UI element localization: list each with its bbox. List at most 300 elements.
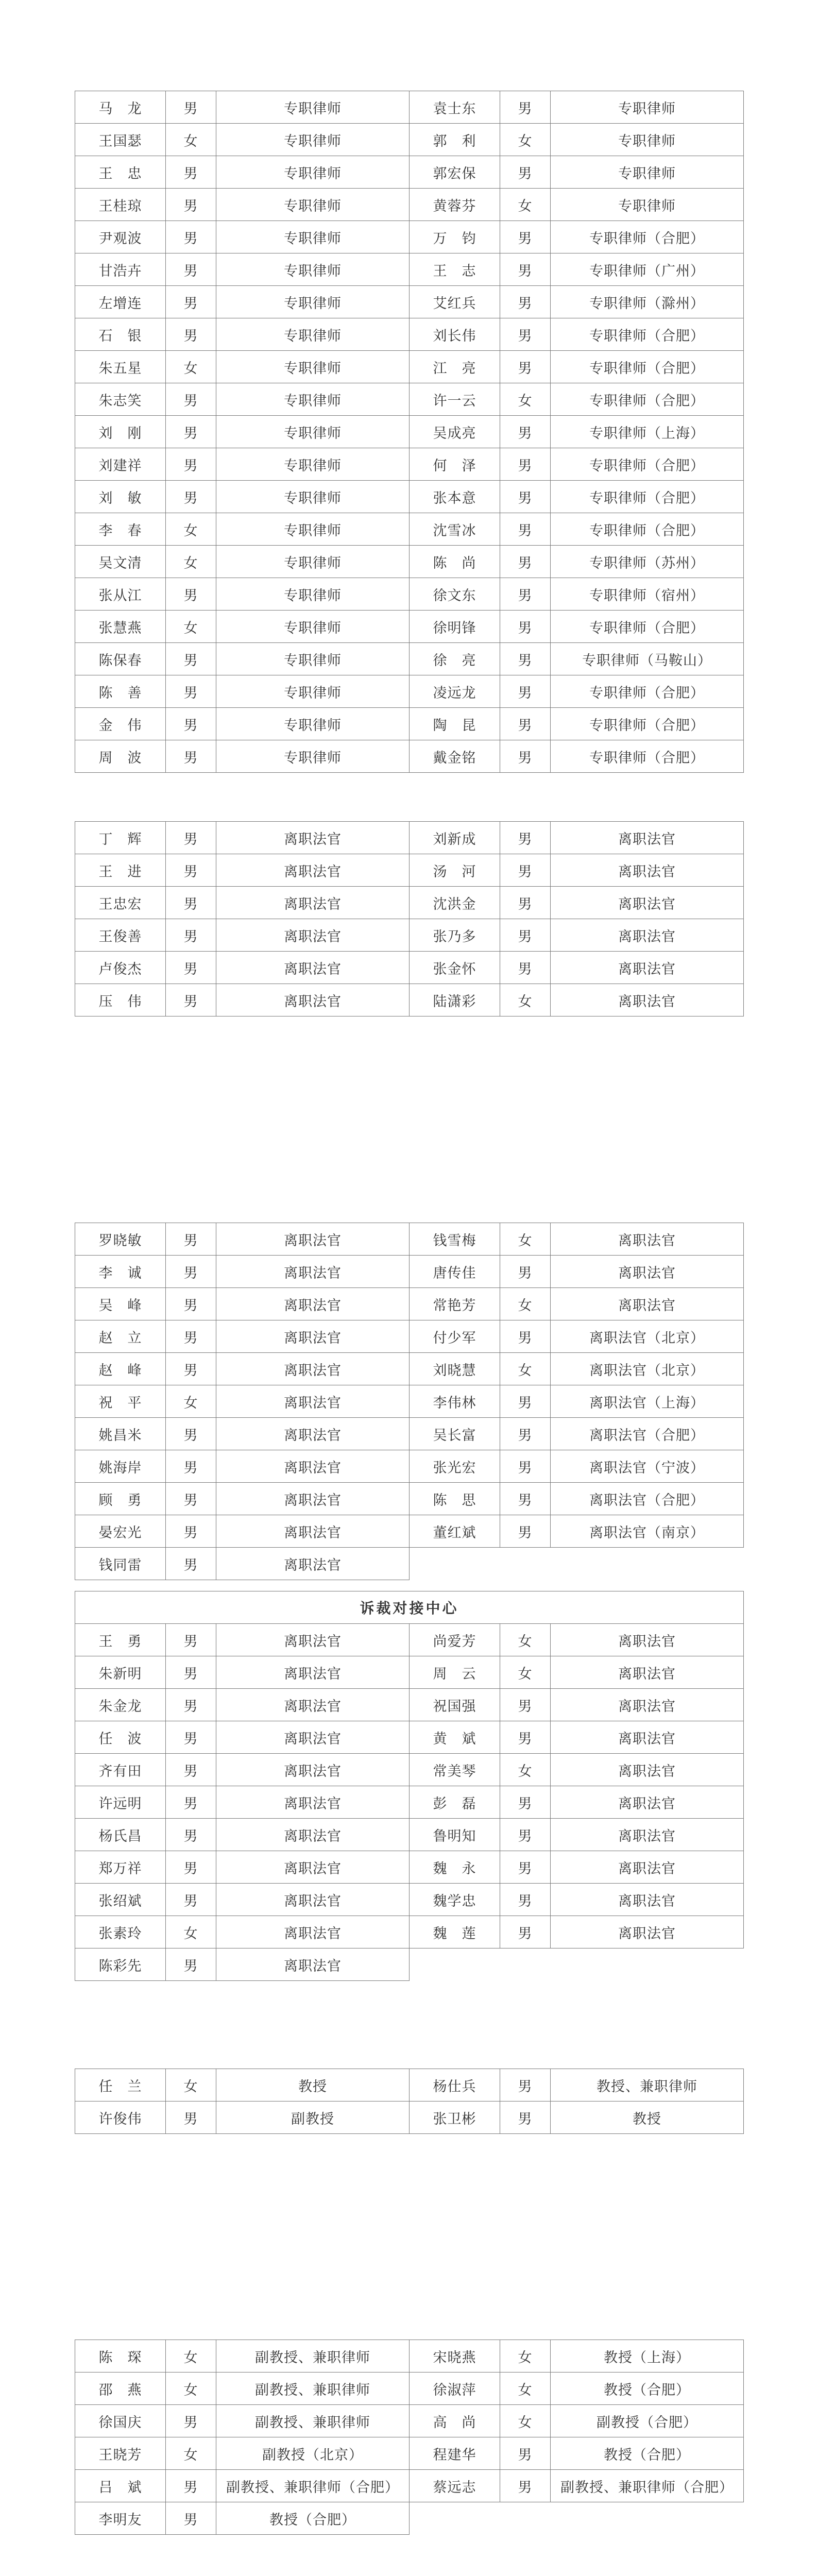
cell-role: 专职律师: [216, 481, 410, 513]
cell-gender: 女: [166, 2069, 216, 2102]
table-row: [75, 318, 744, 351]
cell-role: 副教授、兼职律师（合肥）: [551, 2470, 744, 2502]
cell-name: 张本意: [410, 481, 500, 513]
cell-role: 离职法官: [551, 1624, 744, 1656]
cell-name: [410, 1948, 500, 1981]
cell-role: 教授、兼职律师: [551, 2069, 744, 2102]
cell-name: 刘 刚: [75, 416, 166, 448]
table-row: [75, 513, 744, 546]
cell-role: 专职律师: [216, 546, 410, 578]
cell-name: 刘晓慧: [410, 1353, 500, 1385]
cell-name: 宋晓燕: [410, 2340, 500, 2372]
cell-role: 离职法官: [216, 1624, 410, 1656]
cell-gender: [500, 1948, 551, 1981]
cell-gender: 男: [166, 286, 216, 318]
cell-gender: 男: [500, 1450, 551, 1483]
cell-role: 离职法官: [551, 1916, 744, 1948]
cell-gender: 男: [500, 1819, 551, 1851]
table-row: [75, 952, 744, 984]
cell-name: 郭 利: [410, 124, 500, 156]
cell-name: 吴 峰: [75, 1288, 166, 1320]
table-row: [75, 2340, 744, 2372]
cell-gender: 男: [500, 1851, 551, 1884]
table-row: [75, 740, 744, 773]
cell-role: 专职律师（合肥）: [551, 221, 744, 253]
cell-role: 离职法官: [216, 887, 410, 919]
cell-role: 专职律师: [216, 189, 410, 221]
cell-role: 专职律师（宿州）: [551, 578, 744, 611]
cell-name: 张从江: [75, 578, 166, 611]
cell-gender: 女: [166, 2340, 216, 2372]
cell-gender: 男: [166, 1786, 216, 1819]
cell-name: 魏 永: [410, 1851, 500, 1884]
cell-role: 专职律师（合肥）: [551, 351, 744, 383]
cell-role: 教授（合肥）: [551, 2372, 744, 2405]
cell-name: 周 波: [75, 740, 166, 773]
cell-role: 离职法官: [551, 919, 744, 952]
cell-name: 朱金龙: [75, 1689, 166, 1721]
cell-role: 专职律师: [216, 513, 410, 546]
cell-gender: 男: [166, 1721, 216, 1754]
cell-name: 陶 昆: [410, 708, 500, 740]
cell-role: 专职律师（上海）: [551, 416, 744, 448]
cell-gender: 女: [500, 1353, 551, 1385]
cell-gender: 男: [500, 740, 551, 773]
cell-gender: 男: [500, 611, 551, 643]
cell-name: 陈 琛: [75, 2340, 166, 2372]
cell-gender: 男: [500, 854, 551, 887]
cell-role: 离职法官（合肥）: [551, 1418, 744, 1450]
table-row: [75, 1689, 744, 1721]
cell-role: 副教授、兼职律师（合肥）: [216, 2470, 410, 2502]
cell-name: 何 泽: [410, 448, 500, 481]
cell-role: 副教授、兼职律师: [216, 2405, 410, 2437]
cell-gender: 男: [500, 1385, 551, 1418]
cell-name: 徐国庆: [75, 2405, 166, 2437]
table-row: [75, 1884, 744, 1916]
cell-name: 钱同雷: [75, 1548, 166, 1580]
cell-name: 刘建祥: [75, 448, 166, 481]
cell-role: 离职法官（上海）: [551, 1385, 744, 1418]
cell-gender: 男: [500, 952, 551, 984]
cell-gender: 女: [166, 124, 216, 156]
cell-role: 离职法官: [216, 1548, 410, 1580]
cell-role: 副教授、兼职律师: [216, 2372, 410, 2405]
cell-role: 离职法官: [216, 1721, 410, 1754]
cell-gender: 男: [500, 286, 551, 318]
cell-name: 蔡远志: [410, 2470, 500, 2502]
cell-role: 离职法官: [216, 1515, 410, 1548]
cell-gender: 男: [166, 1288, 216, 1320]
cell-name: 吴成亮: [410, 416, 500, 448]
cell-role: 专职律师: [216, 675, 410, 708]
table-row: [75, 1916, 744, 1948]
cell-name: 任 波: [75, 1721, 166, 1754]
cell-gender: 女: [166, 611, 216, 643]
cell-role: 离职法官: [216, 1884, 410, 1916]
cell-gender: [500, 2502, 551, 2535]
table-row: [75, 1851, 744, 1884]
cell-name: 姚海岸: [75, 1450, 166, 1483]
cell-gender: 男: [500, 1483, 551, 1515]
cell-role: 离职法官: [216, 854, 410, 887]
cell-role: 专职律师: [216, 318, 410, 351]
cell-role: 副教授（北京）: [216, 2437, 410, 2470]
cell-role: [551, 2502, 744, 2535]
cell-name: 张乃多: [410, 919, 500, 952]
cell-gender: 男: [166, 822, 216, 854]
table-row: [75, 2437, 744, 2470]
cell-role: 专职律师: [216, 124, 410, 156]
table-row: [75, 675, 744, 708]
cell-role: 专职律师: [216, 351, 410, 383]
table-row: [75, 2470, 744, 2502]
cell-role: 离职法官: [551, 1721, 744, 1754]
cell-gender: 男: [500, 887, 551, 919]
cell-role: 离职法官: [216, 1851, 410, 1884]
cell-gender: 男: [166, 416, 216, 448]
cell-gender: 女: [500, 1754, 551, 1786]
cell-gender: 女: [166, 1385, 216, 1418]
cell-gender: 男: [500, 546, 551, 578]
table-row: [75, 448, 744, 481]
cell-gender: 男: [166, 1450, 216, 1483]
cell-role: 离职法官: [551, 1288, 744, 1320]
cell-name: 王 忠: [75, 156, 166, 189]
cell-gender: 女: [500, 1288, 551, 1320]
cell-gender: 男: [166, 1689, 216, 1721]
table-row: [75, 156, 744, 189]
cell-role: 专职律师（合肥）: [551, 611, 744, 643]
cell-role: 离职法官: [216, 1656, 410, 1689]
cell-gender: 男: [166, 1884, 216, 1916]
cell-name: 罗晓敏: [75, 1223, 166, 1256]
cell-name: 唐传佳: [410, 1256, 500, 1288]
cell-role: 离职法官: [551, 984, 744, 1016]
table-row: [75, 1256, 744, 1288]
cell-name: 李 春: [75, 513, 166, 546]
section-title-row: [75, 1591, 744, 1624]
cell-gender: 男: [500, 1418, 551, 1450]
cell-name: 祝国强: [410, 1689, 500, 1721]
cell-name: 王忠宏: [75, 887, 166, 919]
cell-name: 朱新明: [75, 1656, 166, 1689]
cell-role: 专职律师（合肥）: [551, 708, 744, 740]
cell-role: 教授（合肥）: [551, 2437, 744, 2470]
cell-name: 陈 思: [410, 1483, 500, 1515]
cell-role: 专职律师: [216, 740, 410, 773]
cell-name: 王 志: [410, 253, 500, 286]
cell-gender: 女: [500, 1624, 551, 1656]
table-row: [75, 1721, 744, 1754]
table-row: [75, 2102, 744, 2134]
cell-role: 专职律师: [551, 156, 744, 189]
cell-name: 戴金铭: [410, 740, 500, 773]
cell-role: 离职法官: [216, 1483, 410, 1515]
cell-name: 刘 敏: [75, 481, 166, 513]
cell-name: 魏学忠: [410, 1884, 500, 1916]
cell-gender: 男: [166, 2502, 216, 2535]
cell-name: 王国瑟: [75, 124, 166, 156]
cell-name: 王晓芳: [75, 2437, 166, 2470]
cell-role: 离职法官: [551, 854, 744, 887]
cell-gender: 女: [500, 383, 551, 416]
cell-name: 高 尚: [410, 2405, 500, 2437]
table-row: [75, 2372, 744, 2405]
table-row: [75, 1385, 744, 1418]
cell-name: 万 钧: [410, 221, 500, 253]
table-row: [75, 1948, 744, 1981]
cell-gender: 男: [166, 1948, 216, 1981]
cell-name: 尹观波: [75, 221, 166, 253]
cell-role: 教授（上海）: [551, 2340, 744, 2372]
cell-role: 专职律师: [551, 189, 744, 221]
cell-role: 专职律师（滁州）: [551, 286, 744, 318]
cell-role: 教授: [216, 2069, 410, 2102]
cell-name: 程建华: [410, 2437, 500, 2470]
cell-role: 教授（合肥）: [216, 2502, 410, 2535]
cell-name: 陈 尚: [410, 546, 500, 578]
cell-gender: 男: [166, 708, 216, 740]
cell-gender: 女: [166, 546, 216, 578]
cell-gender: 男: [500, 1916, 551, 1948]
table-row: [75, 1624, 744, 1656]
cell-gender: 男: [166, 1418, 216, 1450]
cell-role: 离职法官: [216, 1256, 410, 1288]
cell-role: 离职法官: [551, 1223, 744, 1256]
cell-name: 任 兰: [75, 2069, 166, 2102]
cell-name: 常美琴: [410, 1754, 500, 1786]
cell-gender: 男: [166, 740, 216, 773]
cell-role: 副教授（合肥）: [551, 2405, 744, 2437]
cell-gender: 男: [500, 1786, 551, 1819]
cell-gender: 女: [166, 351, 216, 383]
cell-gender: 男: [500, 448, 551, 481]
cell-gender: 男: [166, 1353, 216, 1385]
cell-role: 专职律师（合肥）: [551, 318, 744, 351]
cell-name: 王 进: [75, 854, 166, 887]
cell-role: 离职法官: [551, 822, 744, 854]
cell-name: 刘长伟: [410, 318, 500, 351]
cell-role: 离职法官: [216, 1288, 410, 1320]
section-title: 诉裁对接中心: [75, 1591, 744, 1624]
cell-name: 黄 斌: [410, 1721, 500, 1754]
cell-role: 离职法官: [216, 1418, 410, 1450]
cell-name: 张素玲: [75, 1916, 166, 1948]
cell-gender: 女: [166, 513, 216, 546]
cell-role: 专职律师（合肥）: [551, 513, 744, 546]
cell-gender: 男: [166, 1256, 216, 1288]
cell-role: 专职律师（合肥）: [551, 481, 744, 513]
cell-gender: 男: [166, 643, 216, 675]
cell-gender: 男: [500, 221, 551, 253]
roster-table: [75, 1591, 744, 1981]
cell-role: 离职法官: [216, 1385, 410, 1418]
cell-name: 张慧燕: [75, 611, 166, 643]
cell-gender: 女: [500, 1223, 551, 1256]
cell-name: 吕 斌: [75, 2470, 166, 2502]
cell-role: 离职法官: [551, 1851, 744, 1884]
cell-name: 沈洪金: [410, 887, 500, 919]
cell-gender: 男: [500, 481, 551, 513]
table-row: [75, 1548, 744, 1580]
cell-name: 徐文东: [410, 578, 500, 611]
cell-name: 朱五星: [75, 351, 166, 383]
cell-role: 专职律师: [216, 578, 410, 611]
cell-gender: 男: [500, 708, 551, 740]
cell-role: [551, 1948, 744, 1981]
table-row: [75, 1754, 744, 1786]
cell-gender: 男: [166, 383, 216, 416]
cell-name: 姚昌米: [75, 1418, 166, 1450]
cell-name: 徐明锋: [410, 611, 500, 643]
cell-name: 顾 勇: [75, 1483, 166, 1515]
cell-name: 丁 辉: [75, 822, 166, 854]
cell-gender: 男: [500, 513, 551, 546]
cell-role: 离职法官: [216, 1320, 410, 1353]
cell-name: 晏宏光: [75, 1515, 166, 1548]
cell-gender: 男: [500, 91, 551, 124]
cell-gender: 女: [500, 984, 551, 1016]
cell-gender: 女: [500, 2372, 551, 2405]
table-row: [75, 2405, 744, 2437]
cell-name: [410, 1548, 500, 1580]
cell-gender: 男: [500, 578, 551, 611]
cell-name: 朱志笑: [75, 383, 166, 416]
cell-role: 专职律师: [216, 611, 410, 643]
cell-name: 左增连: [75, 286, 166, 318]
cell-name: 陈 善: [75, 675, 166, 708]
cell-gender: 男: [166, 952, 216, 984]
table-row: [75, 124, 744, 156]
cell-gender: 男: [166, 1320, 216, 1353]
roster-table: [75, 2069, 744, 2134]
cell-gender: 男: [500, 822, 551, 854]
cell-name: 李明友: [75, 2502, 166, 2535]
cell-name: 周 云: [410, 1656, 500, 1689]
table-row: [75, 546, 744, 578]
cell-name: 徐淑萍: [410, 2372, 500, 2405]
cell-role: 离职法官: [216, 1786, 410, 1819]
table-row: [75, 221, 744, 253]
cell-gender: 男: [166, 448, 216, 481]
cell-gender: 男: [166, 318, 216, 351]
cell-name: 李伟林: [410, 1385, 500, 1418]
table-row: [75, 919, 744, 952]
cell-gender: 男: [166, 887, 216, 919]
cell-role: 离职法官: [216, 1223, 410, 1256]
cell-name: 郑万祥: [75, 1851, 166, 1884]
cell-role: 离职法官: [216, 1916, 410, 1948]
table-row: [75, 2069, 744, 2102]
cell-name: 袁士东: [410, 91, 500, 124]
cell-gender: 女: [500, 189, 551, 221]
cell-gender: 男: [166, 189, 216, 221]
cell-name: 齐有田: [75, 1754, 166, 1786]
roster-table: [75, 1223, 744, 1580]
cell-gender: 男: [500, 253, 551, 286]
cell-gender: 男: [166, 253, 216, 286]
cell-gender: [500, 1548, 551, 1580]
cell-role: 离职法官: [216, 1353, 410, 1385]
cell-role: 离职法官: [216, 822, 410, 854]
cell-name: 邵 燕: [75, 2372, 166, 2405]
table-row: [75, 708, 744, 740]
cell-name: 常艳芳: [410, 1288, 500, 1320]
cell-role: 离职法官: [216, 919, 410, 952]
cell-role: 专职律师: [216, 708, 410, 740]
cell-name: 魏 莲: [410, 1916, 500, 1948]
cell-gender: 女: [500, 2405, 551, 2437]
cell-name: [410, 2502, 500, 2535]
cell-role: 副教授、兼职律师: [216, 2340, 410, 2372]
cell-name: 马 龙: [75, 91, 166, 124]
cell-name: 董红斌: [410, 1515, 500, 1548]
cell-role: 离职法官: [551, 1884, 744, 1916]
cell-gender: 男: [500, 1320, 551, 1353]
cell-name: 王 勇: [75, 1624, 166, 1656]
roster-table: [75, 91, 744, 773]
cell-gender: 男: [166, 2102, 216, 2134]
cell-role: 专职律师（合肥）: [551, 740, 744, 773]
cell-gender: 男: [500, 919, 551, 952]
cell-gender: 男: [500, 416, 551, 448]
cell-role: 专职律师（苏州）: [551, 546, 744, 578]
cell-gender: 男: [500, 2102, 551, 2134]
cell-gender: 男: [500, 351, 551, 383]
cell-name: 杨仕兵: [410, 2069, 500, 2102]
cell-gender: 男: [166, 578, 216, 611]
cell-name: 陈彩先: [75, 1948, 166, 1981]
cell-name: 许俊伟: [75, 2102, 166, 2134]
cell-name: 彭 磊: [410, 1786, 500, 1819]
cell-name: 石 银: [75, 318, 166, 351]
cell-gender: 男: [166, 2470, 216, 2502]
cell-name: 刘新成: [410, 822, 500, 854]
table-row: [75, 1786, 744, 1819]
cell-role: 离职法官: [551, 1689, 744, 1721]
table-row: [75, 1483, 744, 1515]
cell-gender: 男: [500, 156, 551, 189]
cell-gender: 男: [166, 1624, 216, 1656]
cell-gender: 男: [166, 919, 216, 952]
table-row: [75, 253, 744, 286]
cell-name: 尚爱芳: [410, 1624, 500, 1656]
cell-role: 专职律师: [216, 643, 410, 675]
cell-name: 卢俊杰: [75, 952, 166, 984]
cell-name: 祝 平: [75, 1385, 166, 1418]
cell-name: 陈保春: [75, 643, 166, 675]
table-row: [75, 578, 744, 611]
cell-role: 副教授: [216, 2102, 410, 2134]
cell-role: 离职法官: [551, 887, 744, 919]
cell-role: 离职法官（北京）: [551, 1320, 744, 1353]
cell-gender: 男: [166, 1851, 216, 1884]
cell-name: 王桂琼: [75, 189, 166, 221]
cell-role: 专职律师: [216, 416, 410, 448]
roster-table: [75, 2340, 744, 2535]
table-row: [75, 351, 744, 383]
cell-gender: 女: [166, 2437, 216, 2470]
cell-role: 离职法官: [216, 1450, 410, 1483]
cell-name: 金 伟: [75, 708, 166, 740]
cell-role: 离职法官: [216, 984, 410, 1016]
cell-gender: 女: [500, 1656, 551, 1689]
cell-role: 离职法官: [216, 1754, 410, 1786]
cell-role: 专职律师（合肥）: [551, 383, 744, 416]
cell-name: 吴长富: [410, 1418, 500, 1450]
cell-role: 专职律师: [216, 221, 410, 253]
